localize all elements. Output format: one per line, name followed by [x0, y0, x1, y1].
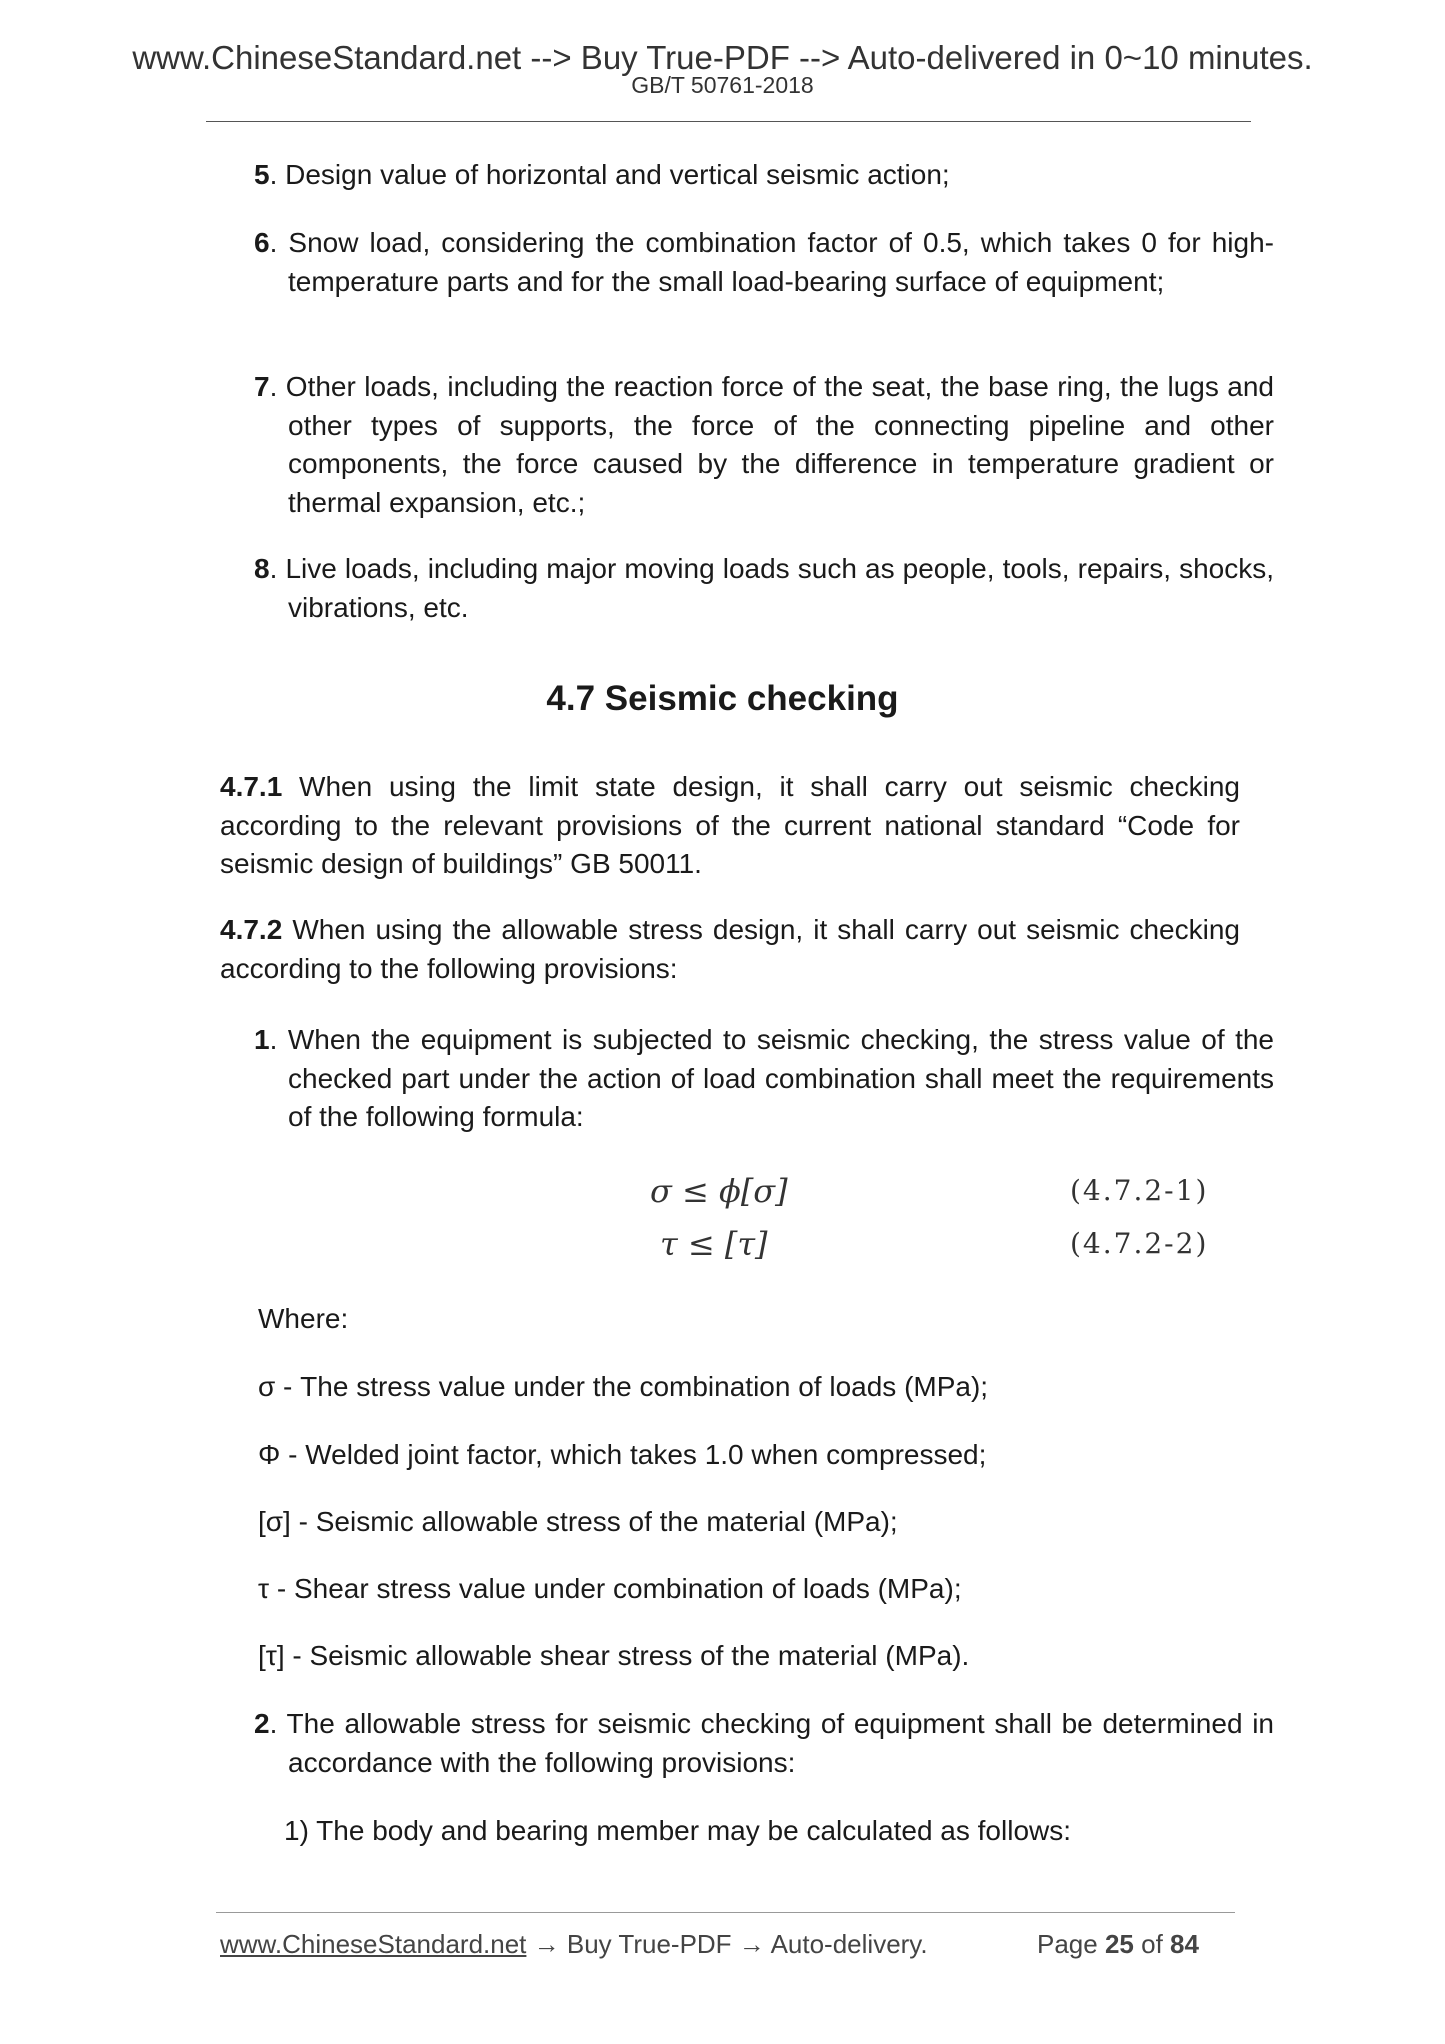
formula-1: σ ≤ ϕ[σ]	[650, 1172, 788, 1210]
sub-item-1	[254, 1021, 1274, 1137]
header-divider	[206, 121, 1251, 122]
definition-tau: τ - Shear stress value under combination of loads (MPa);	[258, 1573, 962, 1604]
clause-number: 4.7.2	[220, 914, 283, 945]
footer-divider	[216, 1912, 1235, 1913]
item-text: . The allowable stress for seismic checking of equipment shall be determined in accordance with the following provisions:	[269, 1708, 1274, 1778]
page-total: 84	[1170, 1929, 1199, 1959]
definition-sigma: σ - The stress value under the combination of loads (MPa);	[258, 1371, 989, 1402]
item-number: 6	[254, 227, 270, 258]
section-heading: 4.7 Seismic checking	[546, 679, 899, 718]
item-text: . Other loads, including the reaction force of the seat, the base ring, the lugs and other types of supports, the force of the connecting pipeline and other components, the force caused by the difference in temperature gradient or thermal expansion, etc.;	[269, 371, 1274, 518]
list-item-7	[254, 368, 1274, 522]
item-number: 5	[254, 159, 270, 190]
formula-2: τ ≤ [τ]	[660, 1225, 768, 1263]
sub-sub-item-1: 1) The body and bearing member may be calculated as follows:	[284, 1815, 1072, 1846]
definition-allowable-tau: [τ] - Seismic allowable shear stress of the material (MPa).	[258, 1640, 970, 1671]
item-number: 8	[254, 553, 270, 584]
of-word: of	[1141, 1929, 1163, 1959]
clause-text: When using the limit state design, it shall carry out seismic checking according to the relevant provisions of the current national standard “Code for seismic design of buildings” GB 50011.	[220, 771, 1240, 879]
formula-2-number: (4.7.2-2)	[1070, 1227, 1209, 1260]
footer-site-link[interactable]: www.ChineseStandard.net	[220, 1929, 527, 1959]
clause-number: 4.7.1	[220, 771, 283, 802]
page-word: Page	[1037, 1929, 1098, 1959]
formula-1-number: (4.7.2-1)	[1070, 1174, 1209, 1207]
footer-tagline: → Buy True-PDF → Auto-delivery.	[526, 1929, 928, 1959]
item-number: 1	[254, 1024, 270, 1055]
list-item-6	[254, 224, 1274, 301]
item-number: 2	[254, 1708, 270, 1739]
list-item-5	[254, 156, 1274, 195]
where-label: Where:	[258, 1303, 349, 1334]
item-text: . Snow load, considering the combination factor of 0.5, which takes 0 for high-temperature parts and for the small load-bearing surface of equipment;	[269, 227, 1274, 297]
clause-text: When using the allowable stress design, it shall carry out seismic checking according to the following provisions:	[220, 914, 1240, 984]
item-text: . Design value of horizontal and vertical seismic action;	[269, 159, 950, 190]
definition-phi: Φ - Welded joint factor, which takes 1.0 when compressed;	[258, 1439, 987, 1470]
page-indicator	[1037, 1928, 1199, 1960]
list-item-8	[254, 550, 1274, 627]
clause-4-7-1	[220, 768, 1240, 884]
clause-4-7-2	[220, 911, 1240, 988]
item-text: . When the equipment is subjected to seismic checking, the stress value of the checked part under the action of load combination shall meet the requirements of the following formula:	[269, 1024, 1274, 1132]
standard-number: GB/T 50761-2018	[631, 72, 814, 98]
page-number: 25	[1104, 1929, 1134, 1959]
item-text: . Live loads, including major moving loads such as people, tools, repairs, shocks, vibrations, etc.	[269, 553, 1274, 623]
header-banner: www.ChineseStandard.net --> Buy True-PDF --> Auto-delivered in 0~10 minutes.	[132, 39, 1313, 76]
definition-allowable-sigma: [σ] - Seismic allowable stress of the material (MPa);	[258, 1506, 898, 1537]
footer-left	[220, 1928, 928, 1960]
item-number: 7	[254, 371, 270, 402]
sub-item-2	[254, 1705, 1274, 1782]
